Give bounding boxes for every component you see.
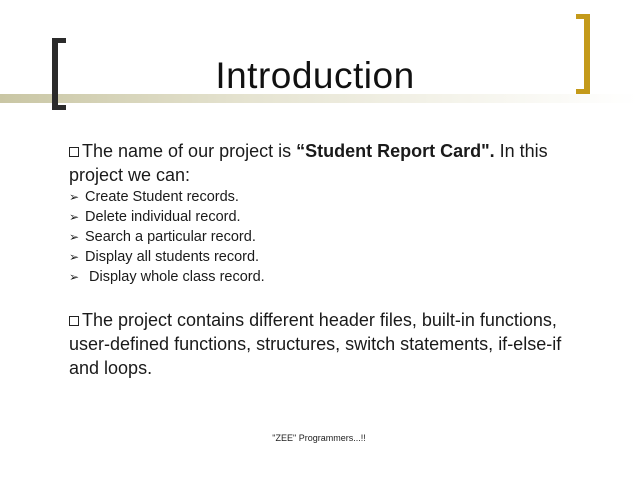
intro-prefix: The name of our project is [82,141,297,161]
list-item: ➢ Display all students record. [69,249,260,265]
details-text: The project contains different header files, built-in functions, user-defined functions, structures, switch statements, if-else-if and loops. [69,310,562,378]
footer-text: "ZEE" Programmers...!! [272,433,366,443]
list-item: ➢ Create Student records. [69,189,239,205]
list-item: ➢ Delete individual record. [69,209,241,225]
square-bullet-icon [69,147,79,157]
intro-suffix: In this project we can: [69,141,548,185]
slide-title: Introduction [215,55,415,96]
list-item: ➢ Search a particular record. [69,229,256,245]
capabilities-list [69,187,589,287]
details-paragraph [69,308,589,380]
list-item: ➢ Display whole class record. [69,269,265,285]
arrow-bullet-icon: ➢ [69,190,80,204]
intro-paragraph [69,139,589,187]
project-name: “Student Report Card". [296,141,495,161]
square-bullet-icon [69,316,79,326]
arrow-bullet-icon: ➢ [69,250,80,264]
arrow-bullet-icon: ➢ [69,270,80,284]
arrow-bullet-icon: ➢ [69,230,80,244]
slide-body [69,139,589,380]
arrow-bullet-icon: ➢ [69,210,80,224]
